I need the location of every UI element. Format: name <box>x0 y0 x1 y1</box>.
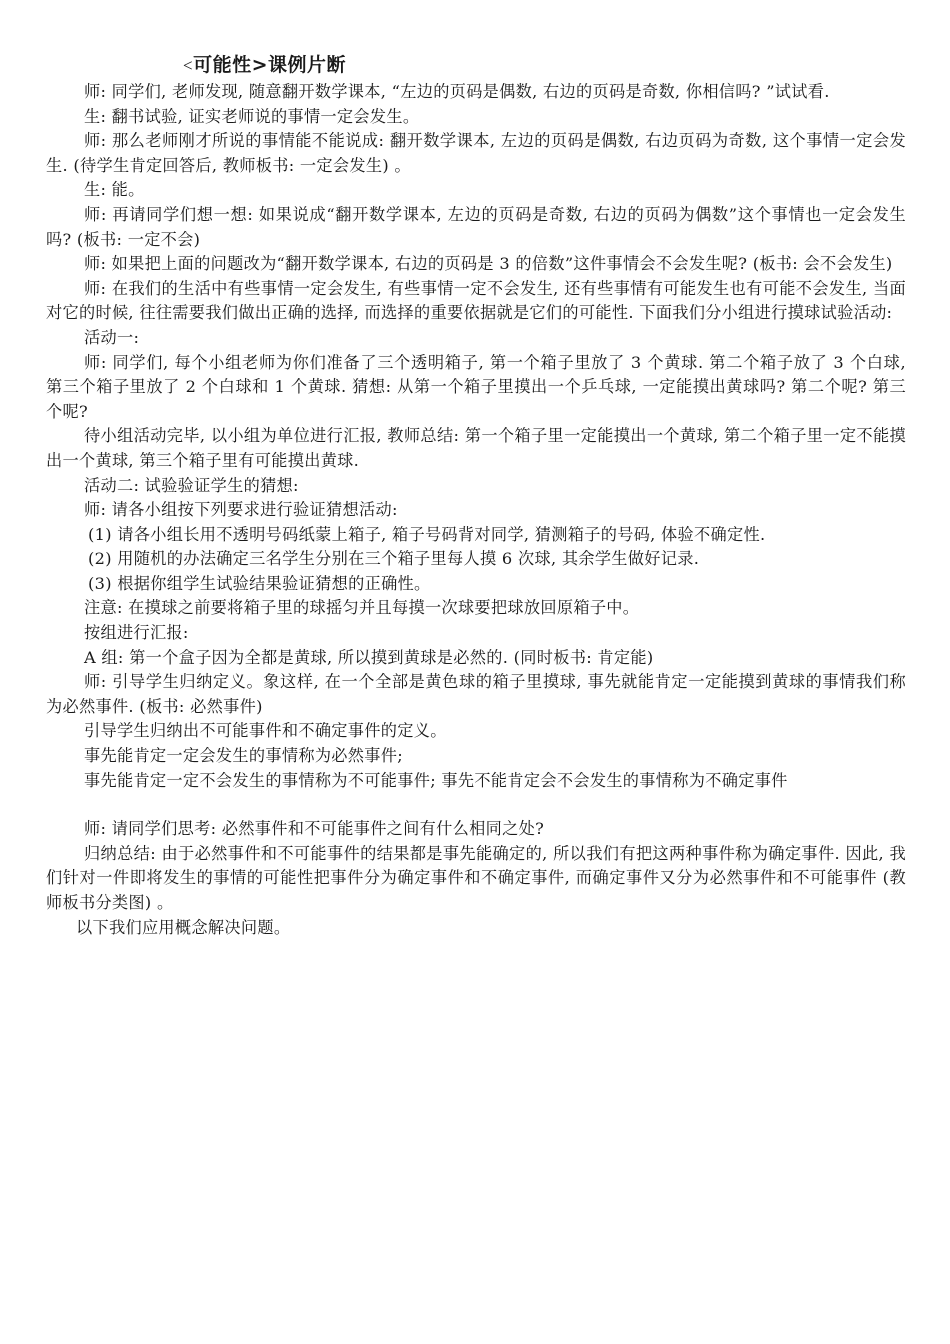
list-item: (2) 用随机的办法确定三名学生分别在三个箱子里每人摸 6 次球, 其余学生做好记录. <box>88 549 700 569</box>
paragraph: 按组进行汇报: <box>84 623 189 643</box>
paragraph: 待小组活动完毕, 以小组为单位进行汇报, 教师总结: 第一个箱子里一定能摸出一个黄球, 第二个箱子里一定不能摸出一个黄球, 第三个箱子里有可能摸出黄球. <box>46 426 906 470</box>
paragraph: 师: 同学们, 每个小组老师为你们准备了三个透明箱子, 第一个箱子里放了 3 个黄球. 第二个箱子放了 3 个白球, 第三个箱子里放了 2 个白球和 1 个黄球. 猜想: 从第一个箱子里摸出一个乒乓球, 一定能摸出黄球吗? 第二个呢? 第三个呢? <box>46 352 906 421</box>
paragraph: 事先能肯定一定不会发生的事情称为不可能事件; 事先不能肯定会不会发生的事情称为不确定事件 <box>84 770 788 790</box>
list-item: (3) 根据你组学生试验结果验证猜想的正确性。 <box>88 573 431 593</box>
paragraph: 活动一: <box>84 327 140 347</box>
paragraph: 注意: 在摸球之前要将箱子里的球摇匀并且每摸一次球要把球放回原箱子中。 <box>84 598 640 618</box>
paragraph: 生: 翻书试验, 证实老师说的事情一定会发生。 <box>84 106 420 126</box>
paragraph: 师: 请同学们思考: 必然事件和不可能事件之间有什么相同之处? <box>84 819 545 839</box>
list-item: (1) 请各小组长用不透明号码纸蒙上箱子, 箱子号码背对同学, 猜测箱子的号码, 体验不确定性. <box>88 524 766 544</box>
paragraph: 师: 再请同学们想一想: 如果说成“翻开数学课本, 左边的页码是奇数, 右边的页码为偶数”这个事情也一定会发生吗? (板书: 一定不会) <box>46 204 906 249</box>
paragraph: 以下我们应用概念解决问题。 <box>76 917 291 937</box>
paragraph: 引导学生归纳出不可能事件和不确定事件的定义。 <box>84 721 447 741</box>
paragraph: 师: 如果把上面的问题改为“翻开数学课本, 右边的页码是 3 的倍数”这件事情会不会发生呢? (板书: 会不会发生) <box>84 254 893 274</box>
paragraph: 师: 那么老师刚才所说的事情能不能说成: 翻开数学课本, 左边的页码是偶数, 右边页码为奇数, 这个事情一定会发生. (待学生肯定回答后, 教师板书: 一定会发生) 。 <box>46 131 906 175</box>
paragraph: 师: 同学们, 老师发现, 随意翻开数学课本, “左边的页码是偶数, 右边的页码是奇数, 你相信吗? ”试试看. <box>84 82 830 101</box>
document-body <box>46 80 906 940</box>
document-title <box>183 52 346 79</box>
paragraph: 师: 引导学生归纳定义。象这样, 在一个全部是黄色球的箱子里摸球, 事先就能肯定一定能摸到黄球的事情我们称为必然事件. (板书: 必然事件) <box>46 672 906 716</box>
paragraph: 归纳总结: 由于必然事件和不可能事件的结果都是事先能确定的, 所以我们有把这两种事件称为确定事件. 因此, 我们针对一件即将发生的事情的可能性把事件分为确定事件和不确定事件, 而确定事件又分为必然事件和不可能事件 (教师板书分类图) 。 <box>46 843 906 912</box>
paragraph: A 组: 第一个盒子因为全都是黄球, 所以摸到黄球是必然的. (同时板书: 肯定能) <box>84 647 654 667</box>
paragraph: 师: 请各小组按下列要求进行验证猜想活动: <box>84 500 398 520</box>
title-text: 可能性>课例片断 <box>193 54 347 76</box>
paragraph: 生: 能。 <box>84 180 145 200</box>
blank-line <box>46 793 906 817</box>
paragraph: 师: 在我们的生活中有些事情一定会发生, 有些事情一定不会发生, 还有些事情有可能发生也有可能不会发生, 当面对它的时候, 往往需要我们做出正确的选择, 而选择的重要依据就是它们的可能性. 下面我们分小组进行摸球试验活动: <box>46 278 906 323</box>
title-prefix: < <box>183 56 194 75</box>
paragraph: 活动二: 试验验证学生的猜想: <box>84 475 299 495</box>
paragraph: 事先能肯定一定会发生的事情称为必然事件; <box>84 746 404 766</box>
